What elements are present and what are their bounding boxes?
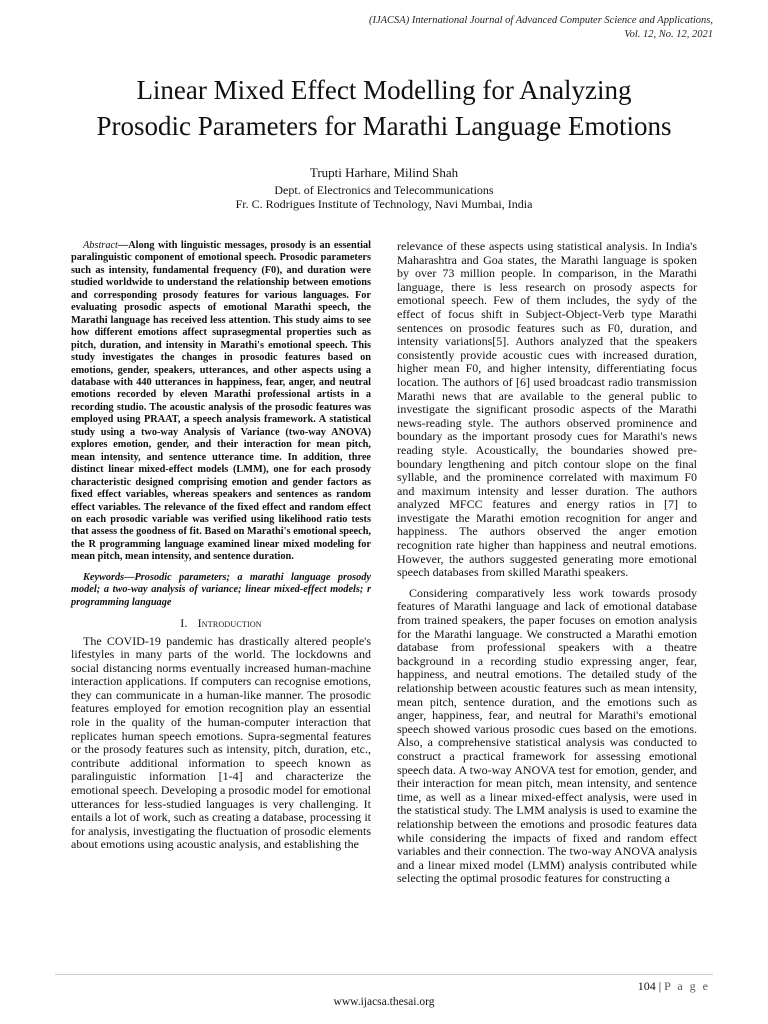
journal-header-line1: (IJACSA) International Journal of Advanced Computer Science and Applications, <box>368 15 713 26</box>
keywords-text: —Prosodic parameters; a marathi language prosody model; a two-way analysis of variance; linear mixed-effect models; r programming language <box>71 571 371 608</box>
intro-paragraph-2: Considering comparatively less work towards prosody features of Marathi language and lack of emotional database from trained speakers, the paper focuses on emotion analysis for the Marathi language. We constructed a Marathi emotion database from professional speakers with a theatre background in a recording studio expressing anger, fear, happiness, and neutral emotions. The detailed study of the relationship between acoustic features such as mean intensity, mean pitch, sentence duration, and the emotions such as anger, happiness, fear, and neutral for Marathi's emotional speech showed various prosodic cues based on the emotions. Also, a comprehensive statistical analysis was conducted to construct a practical framework for assessing emotional speech data. A two-way ANOVA test for emotion, gender, and their interaction for mean pitch, mean intensity, and sentence time, as well as a linear mixed-effect analysis, were used in the statistical study. The LMM analysis is used to examine the relationship between the emotions and prosodic features data while considering the impacts of fixed and random effect variables and their connection. The two-way ANOVA analysis and a linear mixed model (LMM) analysis contributed while selecting the optimal prosodic features for constructing a <box>397 585 697 886</box>
section-heading-introduction <box>71 617 371 631</box>
page-number <box>638 979 710 994</box>
keywords-label: Keywords <box>83 571 125 583</box>
abstract-label: Abstract <box>83 240 118 251</box>
section-title: Introduction <box>197 616 262 630</box>
page-number-separator: | <box>655 979 665 993</box>
footer-divider <box>55 974 713 975</box>
paper-title <box>0 72 768 144</box>
intro-paragraph-continued: relevance of these aspects using statistical analysis. In India's Maharashtra and Goa states, the Marathi language is spoken by over 73 million people. In comparison, in the Marathi language, there is less research on prosody aspects for emotional speech. Few of them includes, the sydy of the effect of focus shift in Subject-Object-Verb type Marathi sentences on prosodic features such as F0, duration, and intensity variations[5]. Authors analyzed that the speakers consistently provide acoustic cues with increased duration, higher mean F0, and higher intensity, differentiating focus location. The authors of [6] used broadcast radio transmission Marathi news that are available to the general public to investigate the significant prosodic aspects of the Marathi news-reading style. The authors observed prominence and boundary as the important prosody cues for Marathi's news reading style. Acoustically, the boundaries showed pre-boundary lengthening and pitch contour slope on the final syllable, and the prominence correlated with maximum F0 and maximum intensity and lesser duration. The authors analyzed MFCC features and energy ratios in [7] to investigate the Marathi emotion recognition for anger and happiness. The authors observed the anger emotion recognition rate higher than happiness and neutral emotions. However, the authors suggested generating more emotional speech databases from skilled Marathi speakers. <box>397 239 697 580</box>
journal-url: www.ijacsa.thesai.org <box>333 996 435 1008</box>
section-number: I. <box>180 616 188 630</box>
affiliation-institute: Fr. C. Rodrigues Institute of Technology, Navi Mumbai, India <box>235 197 533 211</box>
paper-title-line1: Linear Mixed Effect Modelling for Analyzing <box>136 75 632 105</box>
author-list: Trupti Harhare, Milind Shah <box>309 165 459 180</box>
journal-header <box>153 14 713 42</box>
page-label: P a g e <box>664 979 710 993</box>
page-number-value: 104 <box>637 979 656 993</box>
left-column <box>71 240 371 852</box>
affiliation-dept: Dept. of Electronics and Telecommunications <box>274 183 494 197</box>
keywords <box>71 572 371 609</box>
paper-title-line2: Prosodic Parameters for Marathi Language Emotions <box>96 111 672 141</box>
abstract <box>71 240 371 564</box>
right-column <box>397 240 697 886</box>
intro-paragraph-1: The COVID-19 pandemic has drastically altered people's lifestyles in many parts of the world. The lockdowns and social distancing norms eventually increased human-machine interaction applications. If computers can recognise emotions, they can communicate in a human-like manner. The prosodic features employed for emotion recognition play an essential role in the quality of the human-computer interaction that replicates human speech emotions. Supra-segmental features or the prosody features such as intensity, pitch, duration, etc., contribute additional information to speech known as paralinguistic information [1-4] and characterize the emotional speech. Developing a prosodic model for emotional utterances for less-studied languages is very challenging. It entails a lot of work, such as creating a database, processing it for analysis, investigating the fluctuation of prosodic elements about emotions using acoustic analysis, and establishing the <box>71 633 371 852</box>
journal-header-line2: Vol. 12, No. 12, 2021 <box>624 29 713 40</box>
affiliation <box>0 183 768 211</box>
abstract-text: —Along with linguistic messages, prosody is an essential paralinguistic component of emotional speech. Prosodic parameters such as intensity, fundamental frequency (F0), and duration were studied worldwide to understand the relationship between emotions and corresponding prosody features for various languages. For evaluating prosodic aspects of emotional Marathi speech, the Marathi language has received less attention. This study aims to see how different emotions affect suprasegmental properties such as pitch, duration, and intensity in Marathi's emotional speech. This study investigates the changes in prosodic features based on emotions, gender, speakers, utterances, and other aspects using a database with 440 utterances in happiness, fear, anger, and neutral emotions recorded by eleven Marathi professional artists in a recording studio. The acoustic analysis of the prosodic features was employed using PRAAT, a speech analysis framework. A statistical study using a two-way Analysis of Variance (two-way ANOVA) explores emotion, gender, and their interaction for mean pitch, mean intensity, and sentence utterance time. In addition, three distinct linear mixed-effect models (LMM), one for each prosody characteristic designed comprising emotion and gender factors as fixed effect variables, whereas speakers and sentences as random effect variables. The relevance of the fixed effect and random effect on each prosodic variable was verified using likelihood ratio tests that assess the goodness of fit. Based on Marathi's emotional speech, the R programming language examined linear mixed modeling for mean pitch, mean intensity, and sentence duration. <box>71 240 371 563</box>
